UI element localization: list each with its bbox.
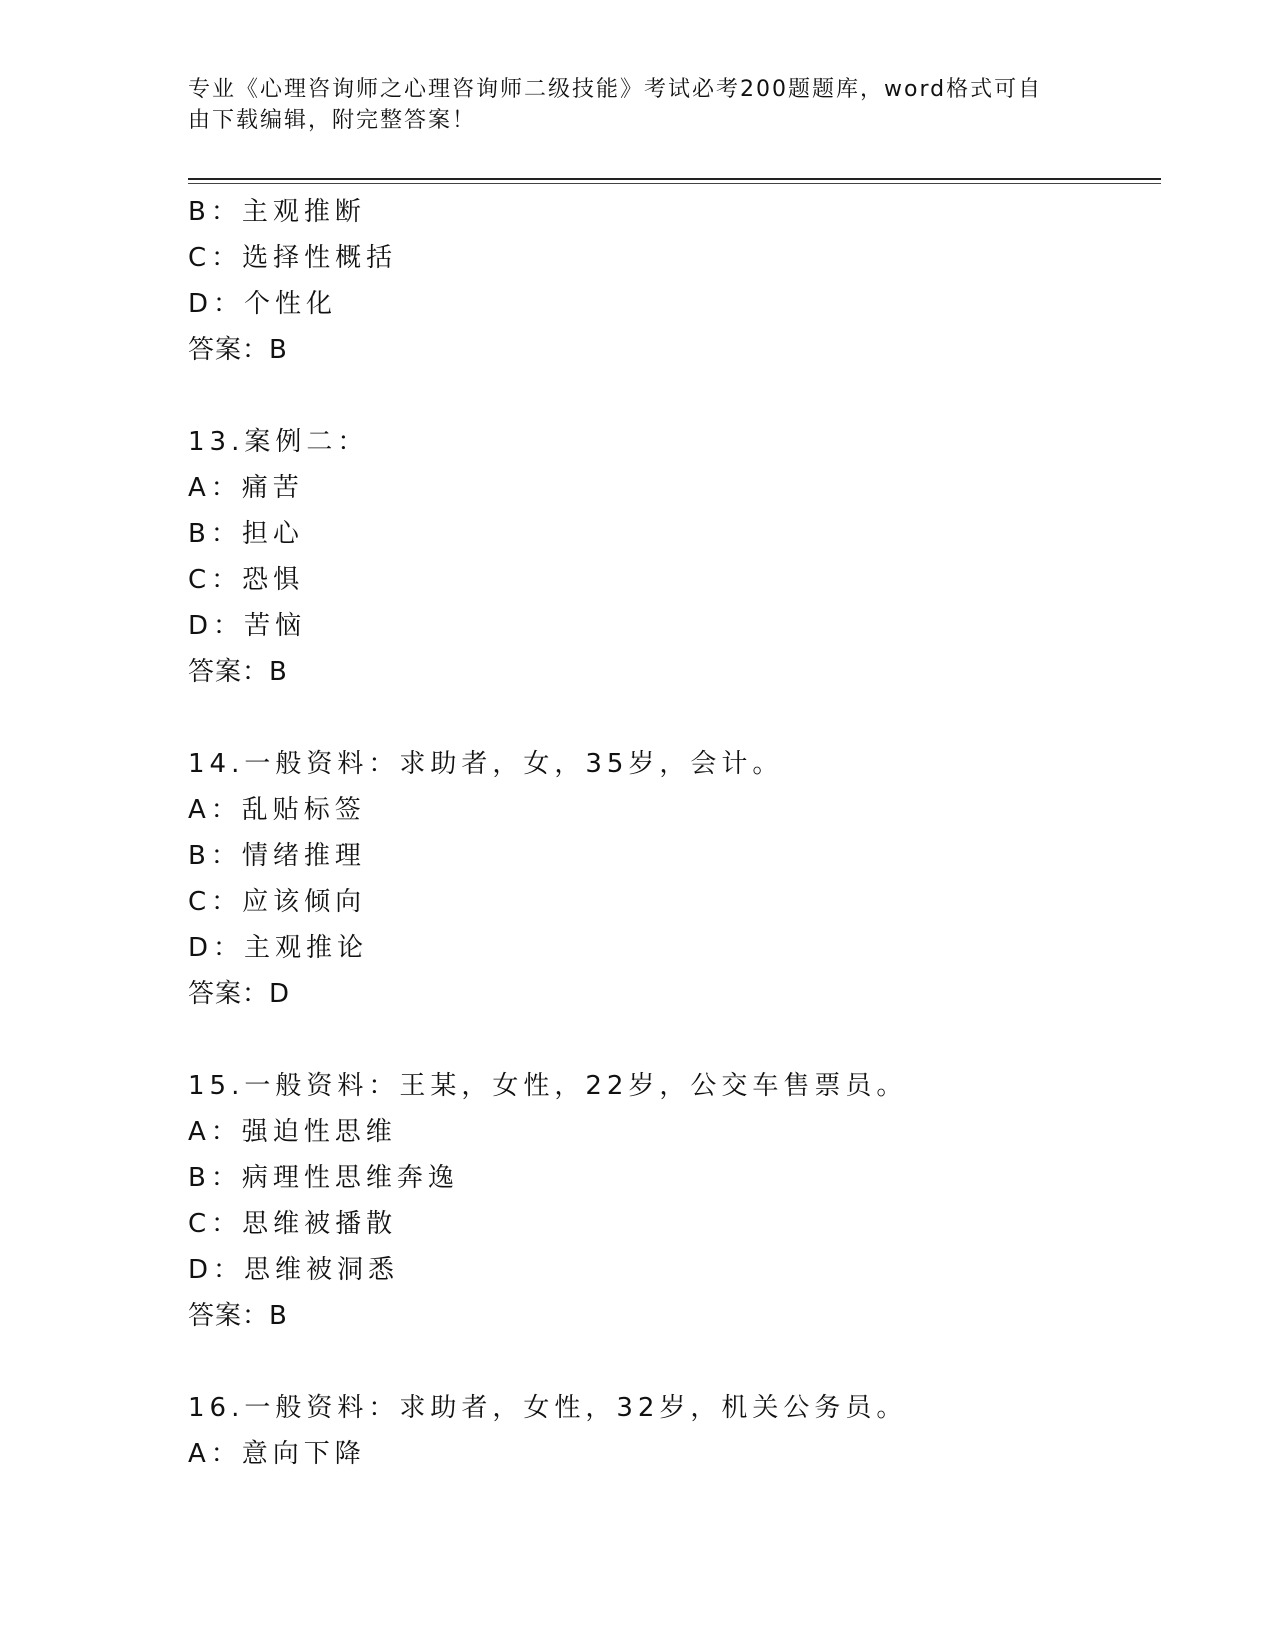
answer: 答案：B [188, 657, 288, 687]
option-c: C：思维被播散 [188, 1209, 398, 1239]
question-15 [188, 1063, 1128, 1339]
option-b: B：病理性思维奔逸 [188, 1163, 459, 1193]
option-b: B：主观推断 [188, 197, 366, 227]
option-a: A：痛苦 [188, 473, 304, 503]
option-d: D：主观推论 [188, 933, 369, 963]
option-d: D：苦恼 [188, 611, 307, 641]
question-list [188, 189, 1128, 1477]
option-d: D：个性化 [188, 289, 338, 319]
header-divider-thin [188, 183, 1161, 184]
option-c: C：恐惧 [188, 565, 305, 595]
header-line-2: 由下载编辑，附完整答案！ [188, 108, 477, 133]
answer: 答案：B [188, 335, 288, 365]
document-header [188, 74, 1068, 136]
header-divider-thick [188, 178, 1161, 180]
question-stem: 13.案例二： [188, 427, 369, 457]
spacer [188, 373, 1128, 419]
question-stem: 14.一般资料：求助者，女，35岁，会计。 [188, 749, 784, 779]
option-c: C：选择性概括 [188, 243, 398, 273]
option-b: B：情绪推理 [188, 841, 366, 871]
question-stem: 15.一般资料：王某，女性，22岁，公交车售票员。 [188, 1071, 908, 1101]
question-stem: 16.一般资料：求助者，女性，32岁，机关公务员。 [188, 1393, 908, 1423]
answer: 答案：D [188, 979, 291, 1009]
spacer [188, 1339, 1128, 1385]
option-d: D：思维被洞悉 [188, 1255, 400, 1285]
option-a: A：乱贴标签 [188, 795, 366, 825]
header-line-1: 专业《心理咨询师之心理咨询师二级技能》考试必考200题题库，word格式可自 [188, 77, 1043, 102]
answer: 答案：B [188, 1301, 288, 1331]
spacer [188, 1017, 1128, 1063]
option-b: B：担心 [188, 519, 304, 549]
question-12 [188, 189, 1128, 373]
question-13 [188, 419, 1128, 695]
spacer [188, 695, 1128, 741]
option-a: A：强迫性思维 [188, 1117, 397, 1147]
option-c: C：应该倾向 [188, 887, 367, 917]
question-16 [188, 1385, 1128, 1477]
option-a: A：意向下降 [188, 1439, 366, 1469]
question-14 [188, 741, 1128, 1017]
